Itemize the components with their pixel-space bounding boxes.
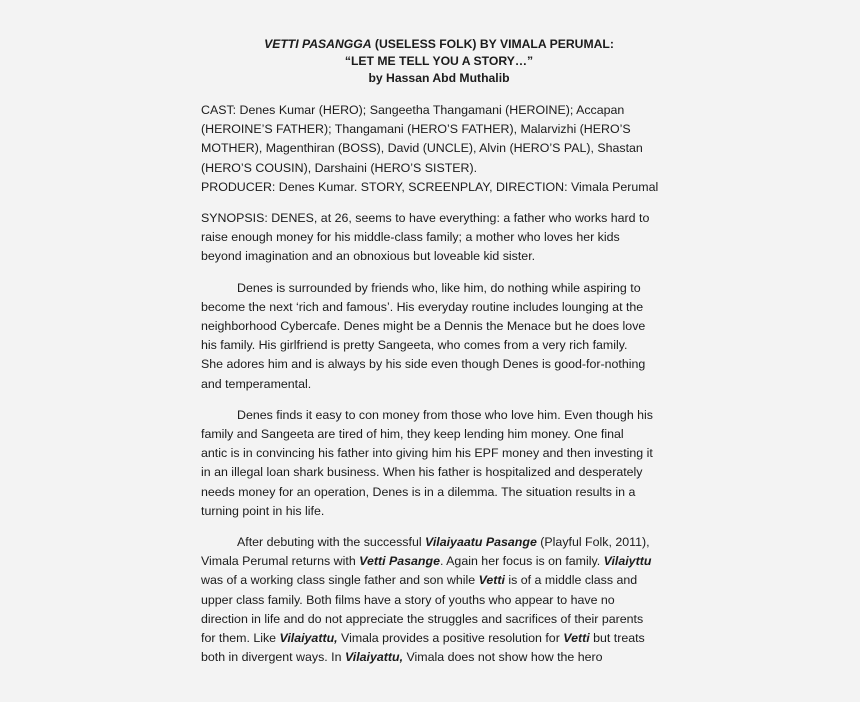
cast-line: MOTHER), Magenthiran (BOSS), David (UNCLE), Alvin (HERO’S PAL), Shastan [201, 141, 643, 156]
film-title: Vetti Pasange [359, 554, 440, 569]
cast-line: (HERO’S COUSIN), Darshaini (HERO’S SISTER). [201, 160, 478, 175]
paragraph-line: and temperamental. [201, 376, 312, 391]
paragraph-line [201, 648, 663, 667]
paragraph-line: his family. His girlfriend is pretty Sangeeta, who comes from a very rich family. [201, 338, 628, 353]
film-title: Vetti [563, 631, 590, 646]
paragraph-line: needs money for an operation, Denes is in a dilemma. The situation results in a [201, 484, 636, 499]
film-title: Vilaiyttu [603, 554, 652, 569]
paragraph-line: She adores him and is always by his side even though Denes is good-for-nothing [201, 357, 646, 372]
text-run: is of a middle class and [504, 573, 638, 588]
title-italic: VETTI PASANGGA [264, 37, 372, 51]
cast-line: CAST: Denes Kumar (HERO); Sangeetha Thangamani (HEROINE); Accapan [201, 103, 625, 117]
text-run: Vimala does not show how the hero [403, 650, 603, 665]
paragraph-line: Denes is surrounded by friends who, like him, do nothing while aspiring to [237, 280, 641, 295]
text-run: for them. Like [201, 631, 280, 646]
spacer [201, 267, 663, 279]
text-run: After debuting with the successful [237, 535, 426, 550]
document-byline: by Hassan Abd Muthalib [368, 71, 510, 85]
paragraph-line: neighborhood Cybercafe. Denes might be a Dennis the Menace but he does love [201, 319, 646, 334]
paragraph-line: in an illegal loan shark business. When his father is hospitalized and desperately [201, 465, 643, 480]
cast-section [201, 101, 663, 197]
film-title: Vilaiyaatu Pasange [425, 535, 537, 550]
synopsis-line: beyond imagination and an obnoxious but loveable kid sister. [201, 249, 536, 264]
film-title: Vilaiyattu, [344, 650, 404, 665]
text-run: but treats [589, 631, 645, 646]
paragraph-line: turning point in his life. [201, 503, 325, 518]
paragraph-line [201, 533, 663, 552]
document-body [201, 36, 663, 667]
paragraph-line [201, 571, 663, 590]
text-run: Vimala provides a positive resolution for [337, 631, 564, 646]
producer-line: PRODUCER: Denes Kumar. STORY, SCREENPLAY, DIRECTION: Vimala Perumal [201, 179, 659, 194]
document-title [215, 36, 663, 53]
paragraph-line [201, 552, 663, 571]
text-run: both in divergent ways. In [201, 650, 345, 665]
paragraph-line: antic is in convincing his father into giving him his EPF money and then investing it [201, 446, 653, 461]
synopsis-line: raise enough money for his middle-class family; a mother who loves her kids [201, 230, 620, 245]
cast-line: (HEROINE’S FATHER); Thangamani (HERO’S FATHER), Malarvizhi (HERO’S [201, 122, 631, 137]
text-run: Vimala Perumal returns with [201, 554, 360, 569]
spacer [201, 197, 663, 209]
paragraph-2 [201, 406, 663, 521]
paragraph-1 [201, 279, 663, 394]
paragraph-line: upper class family. Both films have a story of youths who appear to have no [201, 592, 615, 607]
synopsis-section [201, 209, 663, 267]
synopsis-line: SYNOPSIS: DENES, at 26, seems to have everything: a father who works hard to [201, 211, 650, 226]
spacer [201, 521, 663, 533]
text-run: was of a working class single father and son while [201, 573, 479, 588]
title-rest: (USELESS FOLK) BY VIMALA PERUMAL: [371, 37, 614, 51]
paragraph-line: direction in life and do not appreciate the struggles and sacrifices of their parents [201, 611, 644, 626]
film-title: Vetti [478, 573, 505, 588]
title-block [215, 36, 663, 87]
text-run: . Again her focus is on family. [439, 554, 604, 569]
spacer [201, 394, 663, 406]
paragraph-line: Denes finds it easy to con money from those who love him. Even though his [237, 407, 653, 422]
paragraph-line [201, 629, 663, 648]
document-subtitle: “LET ME TELL YOU A STORY…” [344, 54, 534, 68]
paragraph-3 [201, 533, 663, 667]
spacer [201, 87, 663, 101]
paragraph-line: become the next ‘rich and famous’. His everyday routine includes lounging at the [201, 299, 644, 314]
text-run: (Playful Folk, 2011), [536, 535, 650, 550]
film-title: Vilaiyattu, [279, 631, 338, 646]
paragraph-line: family and Sangeeta are tired of him, they keep lending him money. One final [201, 427, 624, 442]
